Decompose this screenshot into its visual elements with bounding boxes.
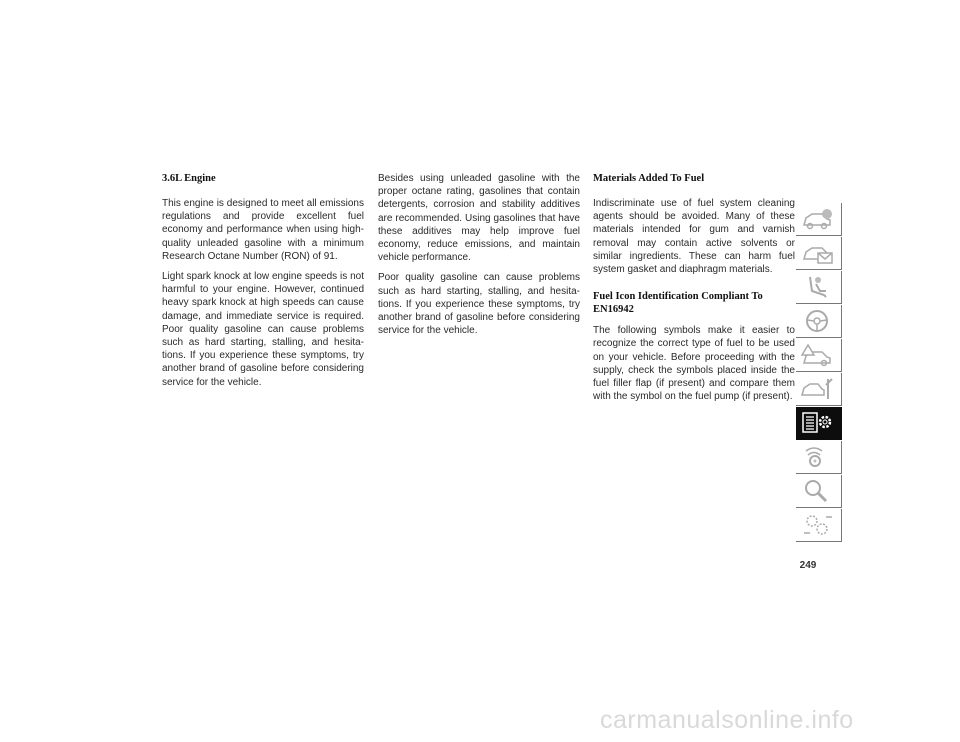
car-warning-icon xyxy=(800,341,836,369)
paragraph: This engine is designed to meet all emissions regulations and provide excellent fuel economy and performance when using high-quality unleaded gasoline with a minimum Research Octane Number (RON) of 91. xyxy=(162,198,364,262)
tab-specifications[interactable] xyxy=(796,407,842,440)
tab-car-mail[interactable] xyxy=(796,237,842,270)
tab-language[interactable] xyxy=(796,509,842,542)
column-middle xyxy=(378,172,580,344)
tab-multimedia[interactable] xyxy=(796,441,842,474)
tab-steering-wheel[interactable] xyxy=(796,305,842,338)
steering-wheel-icon xyxy=(800,307,836,335)
column-left xyxy=(162,172,364,396)
multimedia-icon xyxy=(800,443,836,471)
tab-index-search[interactable] xyxy=(796,475,842,508)
paragraph: Poor quality gasoline can cause problems such as hard starting, stalling, and hesita-tions. If you experience these symptoms, try another brand of gasoline before considering service for the vehicle. xyxy=(378,272,580,337)
tab-seat-safety[interactable] xyxy=(796,271,842,304)
car-info-icon xyxy=(800,205,836,233)
car-service-icon xyxy=(800,375,836,403)
language-icon xyxy=(800,511,836,539)
seat-safety-icon xyxy=(800,273,836,301)
specs-gear-icon xyxy=(800,409,836,437)
page-number: 249 xyxy=(799,560,817,571)
paragraph: The following symbols make it easier to recognize the correct type of fuel to be used on your vehicle. Before proceeding with the supply, check the symbols placed inside the fuel filler flap (if present) and compare them with the symbol on the fuel pump (if present). xyxy=(593,325,795,403)
car-mail-icon xyxy=(800,239,836,267)
tab-car-info[interactable] xyxy=(796,203,842,236)
section-heading-materials: Materials Added To Fuel xyxy=(593,173,705,184)
section-heading-fuel-icon: Fuel Icon Identification Compliant To EN16942 xyxy=(593,291,763,316)
tab-car-warning[interactable] xyxy=(796,339,842,372)
watermark: carmanualsonline.info xyxy=(600,706,854,734)
column-right xyxy=(593,172,795,410)
paragraph: Indiscriminate use of fuel system cleaning agents should be avoided. Many of these materials intended for gum and varnish removal may contain active solvents or similar ingredients. These can harm fuel system gasket and diaphragm materials. xyxy=(593,198,795,276)
section-heading-engine: 3.6L Engine xyxy=(162,173,216,184)
paragraph: Light spark knock at low engine speeds is not harmful to your engine. However, continued heavy spark knock at high speeds can cause damage, and immediate service is required. Poor quality gasoline can cause problems such as hard starting, stalling, and hesita-tions. If you experience these symptoms, try another brand of gasoline before considering service for the vehicle. xyxy=(162,271,364,388)
tab-car-service[interactable] xyxy=(796,373,842,406)
index-search-icon xyxy=(800,477,836,505)
paragraph: Besides using unleaded gasoline with the proper octane rating, gasolines that contain detergents, corrosion and stability additives are recommended. Using gasolines that have these additives may help improve fuel economy, reduce emissions, and maintain vehicle performance. xyxy=(378,173,580,264)
